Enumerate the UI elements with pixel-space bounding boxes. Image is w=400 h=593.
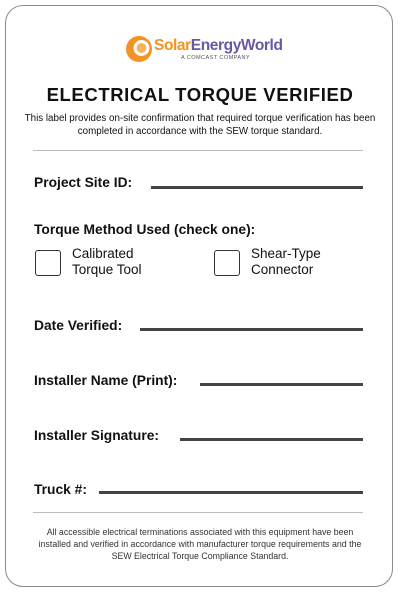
option-line: Calibrated bbox=[72, 246, 134, 261]
truck-number-line[interactable] bbox=[99, 491, 363, 494]
date-verified-label: Date Verified: bbox=[34, 318, 123, 333]
bottom-divider bbox=[33, 512, 363, 513]
option-calibrated-torque-tool bbox=[72, 246, 142, 278]
installer-name-line[interactable] bbox=[200, 383, 363, 386]
project-site-id-line[interactable] bbox=[151, 186, 363, 189]
option-line: Shear-Type bbox=[251, 246, 321, 261]
torque-method-heading: Torque Method Used (check one): bbox=[34, 222, 256, 237]
top-divider bbox=[33, 150, 363, 151]
project-site-id-label: Project Site ID: bbox=[34, 175, 133, 190]
sun-logo-icon bbox=[124, 34, 154, 64]
installer-signature-label: Installer Signature: bbox=[34, 428, 159, 443]
company-logo bbox=[124, 34, 284, 68]
label-title: ELECTRICAL TORQUE VERIFIED bbox=[46, 84, 354, 105]
shear-type-connector-checkbox[interactable] bbox=[214, 250, 240, 276]
calibrated-torque-tool-checkbox[interactable] bbox=[35, 250, 61, 276]
truck-number-label: Truck #: bbox=[34, 482, 87, 497]
option-shear-type-connector bbox=[251, 246, 321, 278]
option-line: Connector bbox=[251, 262, 314, 277]
intro-text: This label provides on-site confirmation that required torque verification has been completed in accordance with the SEW torque standard. bbox=[24, 113, 376, 137]
installer-name-label: Installer Name (Print): bbox=[34, 373, 178, 388]
option-line: Torque Tool bbox=[72, 262, 142, 277]
date-verified-line[interactable] bbox=[140, 328, 363, 331]
logo-subtitle: A COMCAST COMPANY bbox=[181, 55, 251, 61]
compliance-footer: All accessible electrical terminations associated with this equipment have been installed and verified in accordance with manufacturer torque requirements and the SEW Electrical Torque Compliance Standard. bbox=[38, 527, 362, 561]
installer-signature-line[interactable] bbox=[180, 438, 363, 441]
logo-wordmark: SolarEnergyWorld bbox=[154, 37, 283, 54]
